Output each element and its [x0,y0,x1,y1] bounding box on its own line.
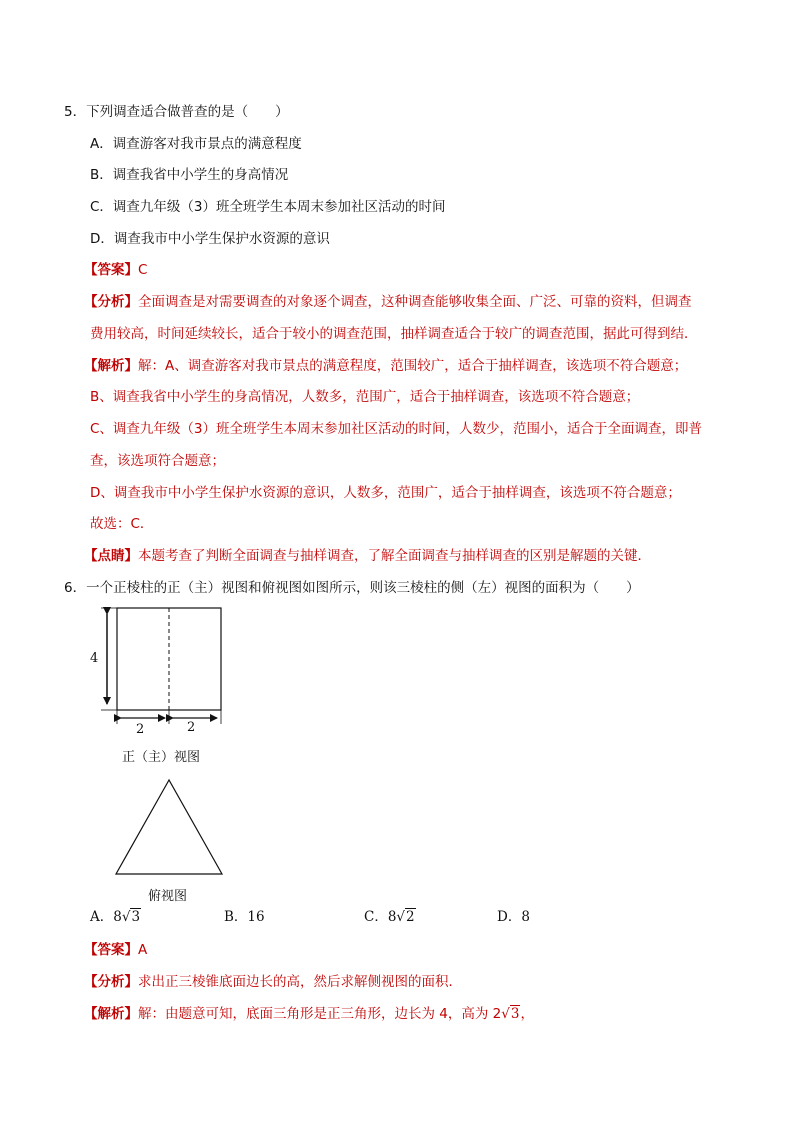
q5-solution-line6: 故选：C． [90,516,154,532]
q5-option-a: A．调查游客对我市景点的满意程度 [90,136,302,152]
q6-analysis: 【分析】求出正三棱锥底面边长的高，然后求解侧视图的面积． [84,974,462,990]
q6-option-b: B．16 [224,909,265,925]
top-view-caption: 俯视图 [148,889,188,904]
q6-answer [84,941,147,959]
q5-option-c: C．调查九年级（3）班全班学生本周末参加社区活动的时间 [90,199,446,215]
q6-solution: 【解析】解：由题意可知，底面三角形是正三角形，边长为 4，高为 2√3， [84,1006,534,1022]
q5-solution-line3: C、调查九年级（3）班全班学生本周末参加社区活动的时间，人数少，范围小，适合于全面调查，即普 [90,421,703,437]
answer-tag: 【答案】 [84,942,138,958]
sqrt-symbol: √2 [396,909,415,925]
q6-option-d: D．8 [497,909,530,925]
sqrt-symbol: √3 [501,1006,520,1022]
q5-solution-line1: 【解析】解：A、调查游客对我市景点的满意程度，范围较广，适合于抽样调查，该选项不符合题意； [84,358,688,374]
front-view-caption: 正（主）视图 [122,750,201,765]
q5-solution-line2: B、调查我省中小学生的身高情况，人数多，范围广，适合于抽样调查，该选项不符合题意； [90,389,640,405]
q5-solution-line4: 查，该选项符合题意； [90,453,225,469]
width-label-right: 2 [187,720,196,735]
solution-tag: 【解析】 [84,358,138,374]
q5-option-d: D．调查我市中小学生保护水资源的意识 [90,231,330,247]
width-label-left: 2 [136,722,145,737]
q5-analysis-line1: 【分析】全面调查是对需要调查的对象逐个调查，这种调查能够收集全面、广泛、可靠的资料，但调查 [84,294,692,310]
answer-value: A [138,942,148,958]
sqrt-symbol: √3 [121,909,141,925]
q5-analysis-line2: 费用较高，时间延续较长，适合于较小的调查范围，抽样调查适合于较广的调查范围，据此可得到结． [90,326,698,342]
q5-solution-line5: D、调查我市中小学生保护水资源的意识，人数多，范围广，适合于抽样调查，该选项不符合题意； [90,485,681,501]
top-view-triangle [116,780,222,874]
top-view-figure [112,778,227,878]
height-label: 4 [90,651,99,666]
q5-comment: 【点睛】本题考查了判断全面调查与抽样调查，了解全面调查与抽样调查的区别是解题的关键． [84,548,651,564]
analysis-tag: 【分析】 [84,294,138,310]
q6-option-c: C．8√2 [364,909,415,925]
q5-answer [84,261,147,279]
q6-stem: 6．一个正棱柱的正（主）视图和俯视图如图所示，则该三棱柱的侧（左）视图的面积为（ ） [64,580,640,596]
comment-tag: 【点睛】 [84,548,138,564]
answer-tag: 【答案】 [84,262,138,278]
answer-value: C [138,262,148,278]
solution-tag: 【解析】 [84,1006,138,1022]
q5-option-b: B．调查我省中小学生的身高情况 [90,167,289,183]
front-view-figure [85,602,235,742]
q5-stem: 5．下列调查适合做普查的是（ ） [64,104,289,120]
q6-option-a: A．8√3 [90,909,141,925]
analysis-tag: 【分析】 [84,974,138,990]
